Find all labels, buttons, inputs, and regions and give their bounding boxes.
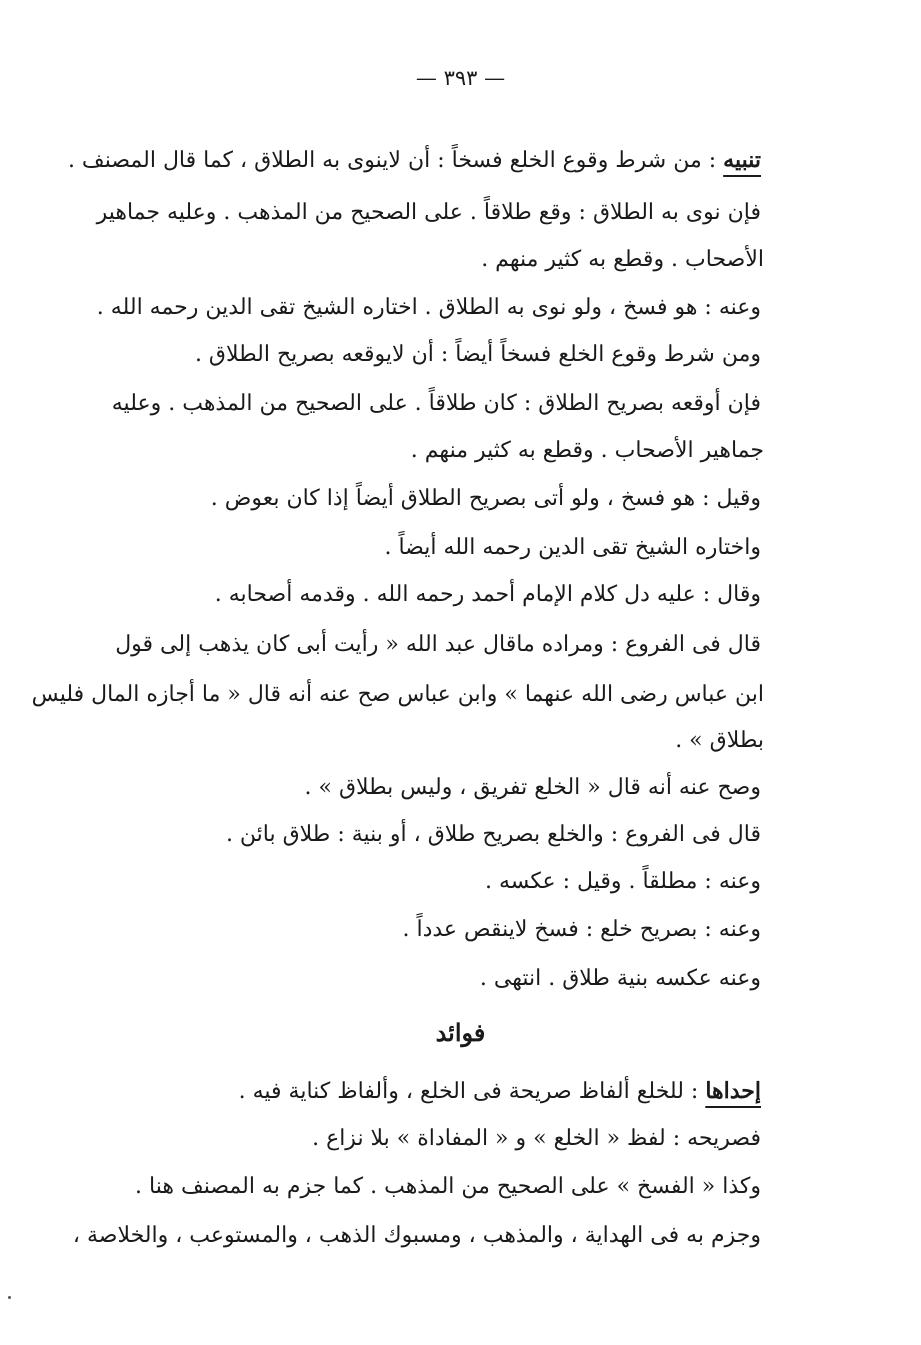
text-line: وقال : عليه دل كلام الإمام أحمد رحمه الله . وقدمه أصحابه . bbox=[214, 582, 761, 607]
text-line: وقيل : هو فسخ ، ولو أتى بصريح الطلاق أيضاً إذا كان بعوض . bbox=[210, 486, 761, 511]
text-line: ابن عباس رضى الله عنهما » وابن عباس صح عنه أنه قال « ما أجازه المال فليس bbox=[31, 682, 764, 707]
item-label: إحداها bbox=[705, 1078, 761, 1104]
text-line: وعنه : هو فسخ ، ولو نوى به الطلاق . اختاره الشيخ تقى الدين رحمه الله . bbox=[96, 295, 761, 320]
line-text: : من شرط وقوع الخلع فسخاً : أن لاينوى به الطلاق ، كما قال المصنف . bbox=[67, 148, 724, 173]
scan-speck bbox=[8, 1296, 11, 1299]
text-line: فصريحه : لفظ « الخلع » و « المفاداة » بلا نزاع . bbox=[312, 1126, 761, 1151]
text-line: وعنه عكسه بنية طلاق . انتهى . bbox=[479, 966, 761, 991]
text-line: قال فى الفروع : والخلع بصريح طلاق ، أو بنية : طلاق بائن . bbox=[225, 822, 761, 847]
line-text: : للخلع ألفاظ صريحة فى الخلع ، وألفاظ كناية فيه . bbox=[238, 1079, 706, 1104]
text-line: واختاره الشيخ تقى الدين رحمه الله أيضاً . bbox=[384, 535, 761, 560]
text-line: بطلاق » . bbox=[675, 728, 764, 753]
text-line bbox=[239, 1076, 761, 1107]
text-line: جماهير الأصحاب . وقطع به كثير منهم . bbox=[410, 438, 764, 463]
section-heading: فوائد bbox=[435, 1018, 486, 1047]
text-line: ومن شرط وقوع الخلع فسخاً أيضاً : أن لايوقعه بصريح الطلاق . bbox=[194, 342, 761, 367]
text-line: وجزم به فى الهداية ، والمذهب ، ومسبوك الذهب ، والمستوعب ، والخلاصة ، bbox=[72, 1223, 761, 1248]
text-line: وكذا « الفسخ » على الصحيح من المذهب . كما جزم به المصنف هنا . bbox=[135, 1174, 761, 1199]
note-label: تنبيه bbox=[723, 147, 761, 173]
text-line: قال فى الفروع : ومراده ماقال عبد الله « رأيت أبى كان يذهب إلى قول bbox=[115, 632, 761, 657]
page-number: — ٣٩٣ — bbox=[415, 66, 506, 90]
text-line: فإن أوقعه بصريح الطلاق : كان طلاقاً . على الصحيح من المذهب . وعليه bbox=[111, 391, 761, 416]
text-line: فإن نوى به الطلاق : وقع طلاقاً . على الصحيح من المذهب . وعليه جماهير bbox=[96, 200, 761, 225]
text-line bbox=[68, 145, 761, 176]
text-line: الأصحاب . وقطع به كثير منهم . bbox=[481, 247, 764, 272]
text-line: وصح عنه أنه قال « الخلع تفريق ، وليس بطلاق » . bbox=[304, 775, 761, 800]
text-line: وعنه : بصريح خلع : فسخ لاينقص عدداً . bbox=[402, 917, 761, 942]
text-line: وعنه : مطلقاً . وقيل : عكسه . bbox=[484, 869, 761, 894]
